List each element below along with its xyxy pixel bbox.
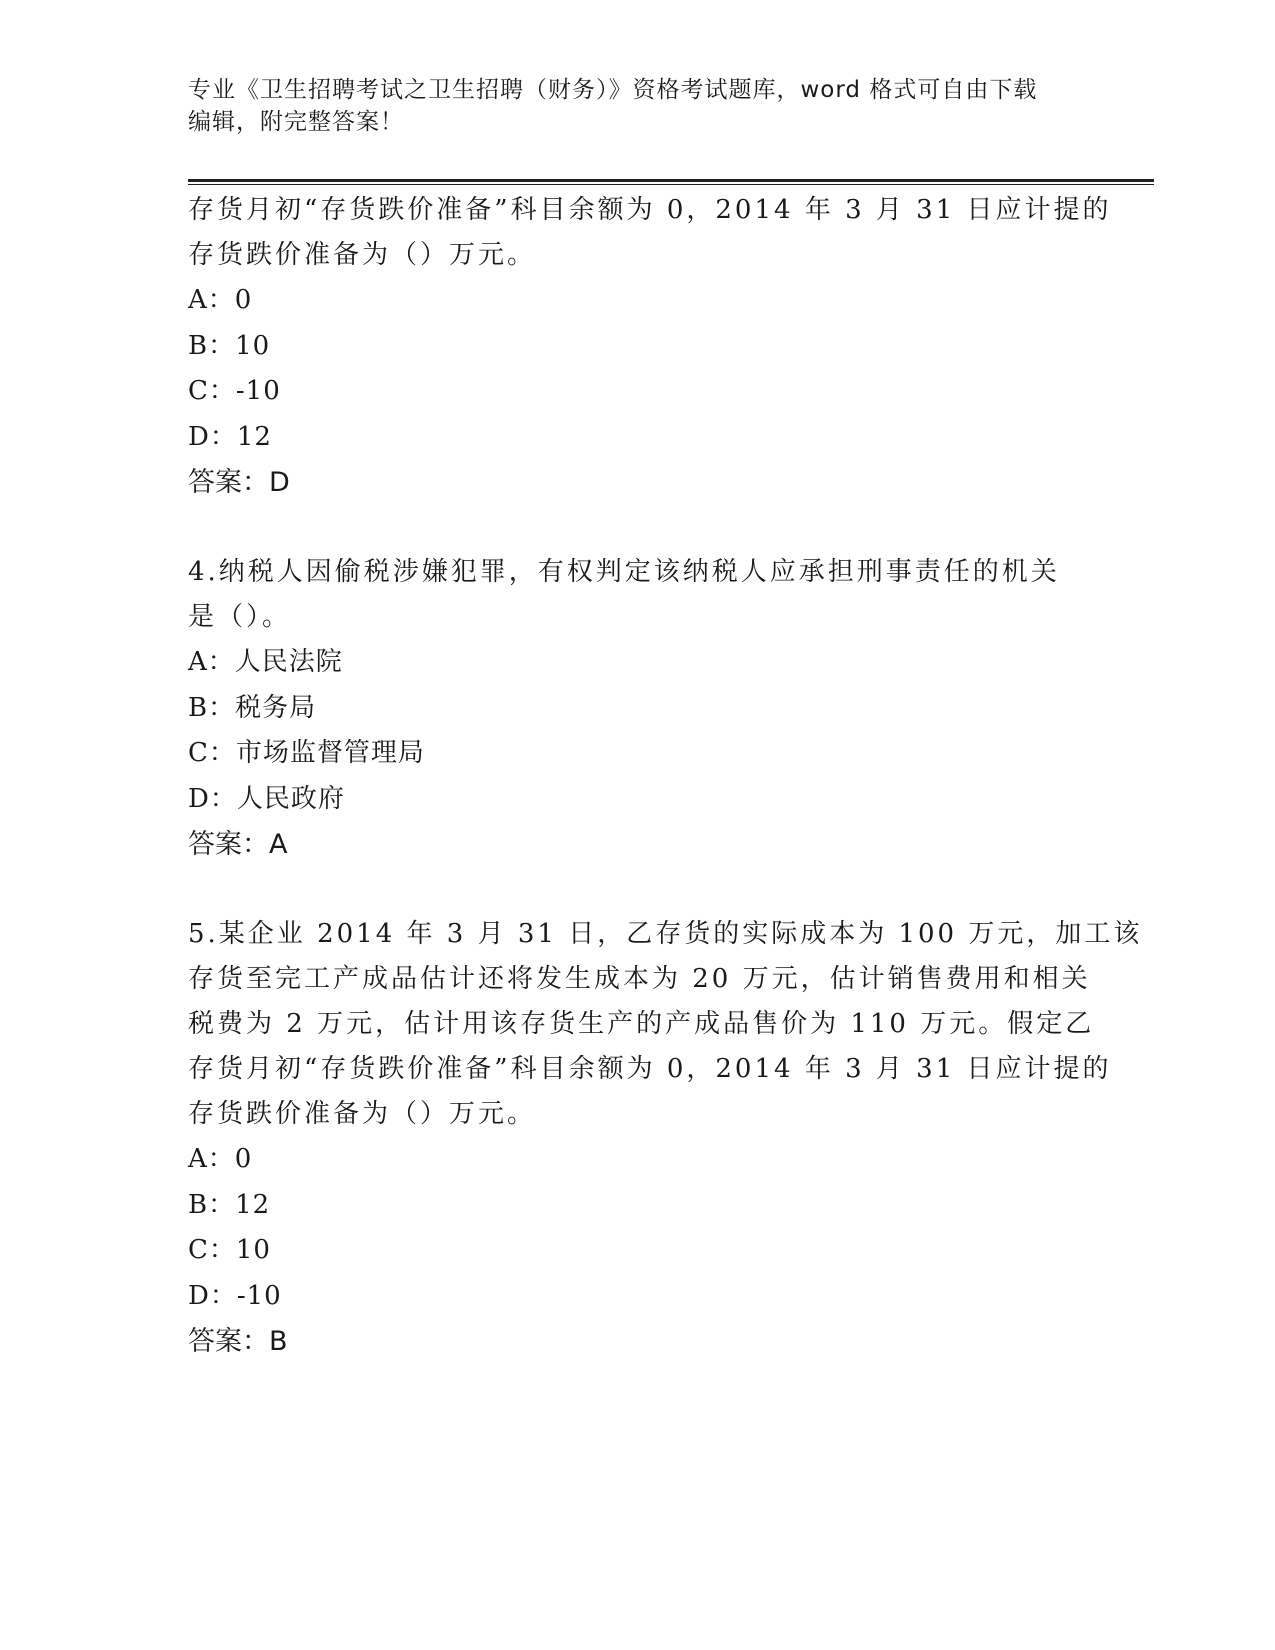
question-5-text-line: 5.某企业 2014 年 3 月 31 日，乙存货的实际成本为 100 万元，加工该: [188, 919, 1143, 949]
question-5-answer: 答案：B: [188, 1326, 288, 1357]
question-4-option-b: B：税务局: [188, 692, 317, 723]
question-list: [188, 188, 1143, 1365]
question-4: [188, 550, 1088, 868]
header-line-1: 专业《卫生招聘考试之卫生招聘（财务）》资格考试题库，word 格式可自由下载: [188, 77, 1038, 103]
question-3-option-d: D：12: [188, 421, 272, 452]
question-5-text-line: 存货至完工产成品估计还将发生成本为 20 万元，估计销售费用和相关: [188, 964, 1091, 994]
question-5-text-line: 存货月初“存货跌价准备”科目余额为 0，2014 年 3 月 31 日应计提的: [188, 1054, 1112, 1084]
question-3-option-c: C：-10: [188, 376, 281, 406]
question-3-answer: 答案：D: [188, 467, 290, 498]
header-line-2: 编辑，附完整答案！: [188, 109, 404, 135]
question-3-text-line: 存货月初“存货跌价准备”科目余额为 0，2014 年 3 月 31 日应计提的: [188, 195, 1112, 225]
question-5-option-c: C：10: [188, 1235, 271, 1265]
question-4-option-c: C：市场监督管理局: [188, 738, 425, 768]
question-3: [188, 188, 1112, 506]
question-3-option-a: A：0: [188, 285, 253, 315]
question-4-text-line: 是（）。: [188, 602, 292, 632]
question-5-option-a: A：0: [188, 1144, 253, 1174]
question-5-text-line: 存货跌价准备为（）万元。: [188, 1099, 537, 1129]
spacer: [188, 506, 1088, 550]
question-4-option-d: D：人民政府: [188, 783, 345, 814]
question-3-option-b: B：10: [188, 330, 271, 361]
question-4-text-line: 4.纳税人因偷税涉嫌犯罪，有权判定该纳税人应承担刑事责任的机关: [188, 557, 1060, 587]
question-5: [188, 912, 1143, 1365]
question-4-answer: 答案：A: [188, 829, 288, 860]
question-5-option-b: B：12: [188, 1189, 271, 1220]
question-4-option-a: A：人民法院: [188, 647, 343, 677]
header-divider-thin: [188, 184, 1154, 185]
header-divider-thick: [188, 179, 1154, 182]
question-5-text-line: 税费为 2 万元，估计用该存货生产的产成品售价为 110 万元。假定乙: [188, 1009, 1095, 1039]
document-header: [188, 74, 1088, 138]
question-3-text-line: 存货跌价准备为（）万元。: [188, 240, 537, 270]
spacer: [188, 868, 1088, 912]
question-5-option-d: D：-10: [188, 1280, 282, 1311]
